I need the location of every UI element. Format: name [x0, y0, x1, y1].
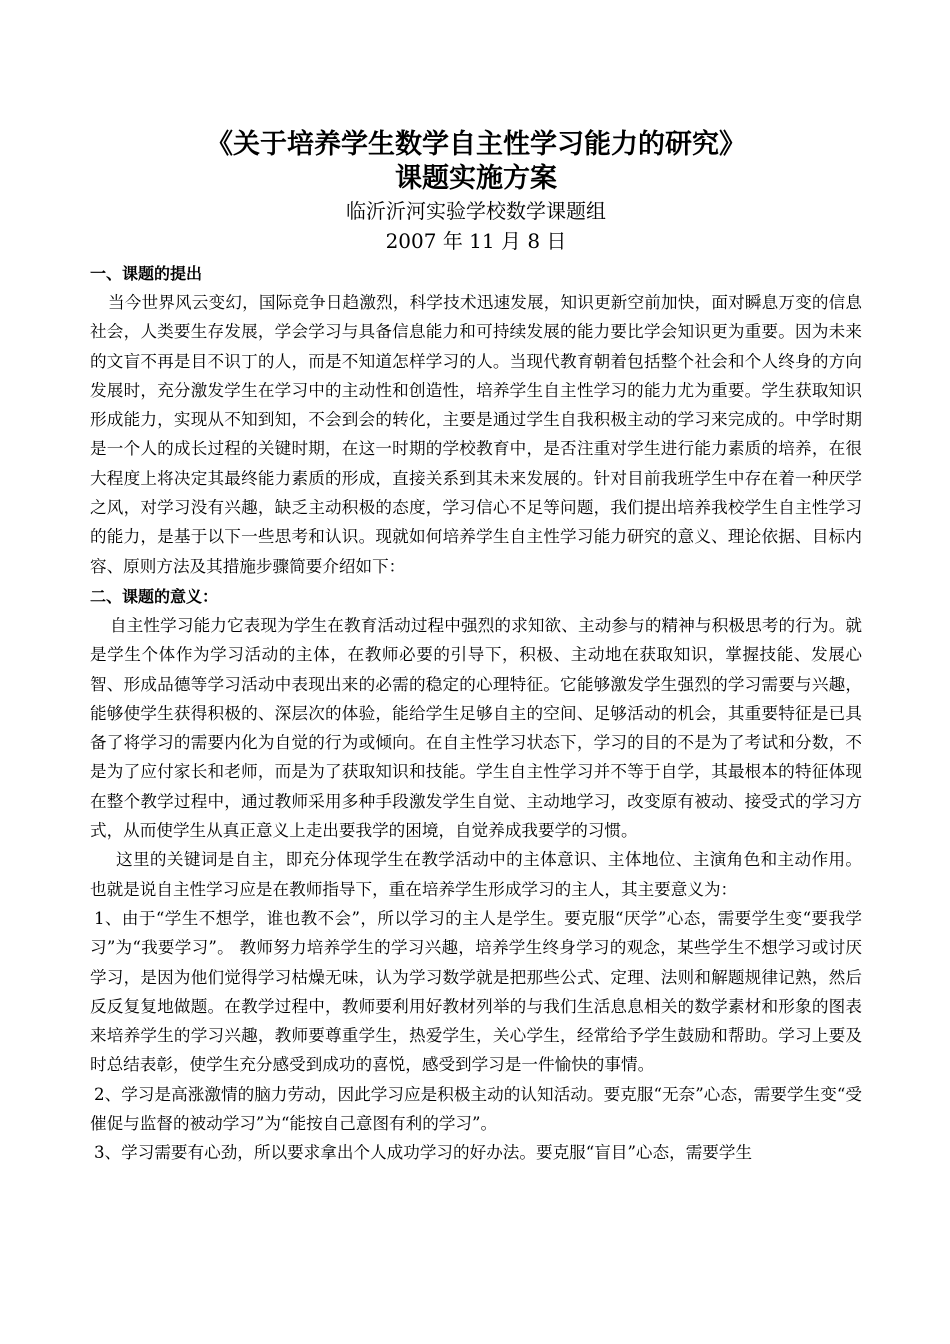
- document-subtitle: 课题实施方案: [395, 163, 557, 194]
- section-heading-1: 一、课题的提出: [90, 264, 203, 283]
- document-page: [90, 0, 862, 1168]
- section-2-point-1: 1、由于“学生不想学，谁也教不会”，所以学习的主人是学生。要克服“厌学”心态，需要学生变“要我学习”为“我要学习”。 教师努力培养学生的学习兴趣，培养学生终身学习的观念，某些学生不想学习或讨厌学习，是因为他们觉得学习枯燥无味，认为学习数学就是把那些公式、定理、法则和解题规律记熟，然后反反复复地做题。在教学过程中，教师要利用好教材列举的与我们生活息息相关的数学素材和形象的图表来培养学生的学习兴趣，教师要尊重学生，热爱学生，关心学生，经常给予学生鼓励和帮助。学习上要及时总结表彰，使学生充分感受到成功的喜悦，感受到学习是一件愉快的事情。: [90, 908, 862, 1075]
- section-2-paragraph-1: 自主性学习能力它表现为学生在教育活动过程中强烈的求知欲、主动参与的精神与积极思考的行为。就是学生个体作为学习活动的主体，在教师必要的引导下，积极、主动地在获取知识，掌握技能、发展心智、形成品德等学习活动中表现出来的必需的稳定的心理特征。它能够激发学生强烈的学习需要与兴趣，能够使学生获得积极的、深层次的体验，能给学生足够自主的空间、足够活动的机会，其重要特征是已具备了将学习的需要内化为自觉的行为或倾向。在自主性学习状态下，学习的目的不是为了考试和分数，不是为了应付家长和老师，而是为了获取知识和技能。学生自主性学习并不等于自学，其最根本的特征体现在整个教学过程中，通过教师采用多种手段激发学生自觉、主动地学习，改变原有被动、接受式的学习方式，从而使学生从真正意义上走出要我学的困境，自觉养成我要学的习惯。: [90, 615, 862, 841]
- document-title: 《关于培养学生数学自主性学习能力的研究》: [206, 129, 746, 160]
- section-2-point-2: 2、学习是高涨激情的脑力劳动，因此学习应是积极主动的认知活动。要克服“无奈”心态，需要学生变“受催促与监督的被动学习”为“能按自己意图有利的学习”。: [90, 1084, 862, 1134]
- section-1-paragraph-1: 当今世界风云变幻，国际竞争日趋激烈，科学技术迅速发展，知识更新空前加快，面对瞬息万变的信息社会，人类要生存发展，学会学习与具备信息能力和可持续发展的能力要比学会知识更为重要。因为未来的文盲不再是目不识丁的人，而是不知道怎样学习的人。当现代教育朝着包括整个社会和个人终身的方向发展时，充分激发学生在学习中的主动性和创造性，培养学生自主性学习的能力尤为重要。学生获取知识形成能力，实现从不知到知，不会到会的转化，主要是通过学生自我积极主动的学习来完成的。中学时期是一个人的成长过程的关键时期，在这一时期的学校教育中，是否注重对学生进行能力素质的培养，在很大程度上将决定其最终能力素质的形成，直接关系到其未来发展的。针对目前我班学生中存在着一种厌学之风，对学习没有兴趣，缺乏主动积极的态度，学习信心不足等问题，我们提出培养我校学生自主性学习的能力，是基于以下一些思考和认识。现就如何培养学生自主性学习能力研究的意义、理论依据、目标内容、原则方法及其措施步骤简要介绍如下：: [90, 293, 862, 576]
- section-heading-2: 二、课题的意义：: [90, 586, 219, 606]
- document-organization: 临沂沂河实验学校数学课题组: [346, 199, 606, 223]
- document-date: 2007 年 11 月 8 日: [385, 229, 567, 253]
- section-2-paragraph-2: 这里的关键词是自主，即充分体现学生在教学活动中的主体意识、主体地位、主演角色和主动作用。也就是说自主性学习应是在教师指导下，重在培养学生形成学习的主人，其主要意义为：: [90, 850, 862, 899]
- section-2-point-3: 3、学习需要有心劲，所以要求拿出个人成功学习的好办法。要克服“盲目”心态，需要学生: [94, 1143, 753, 1163]
